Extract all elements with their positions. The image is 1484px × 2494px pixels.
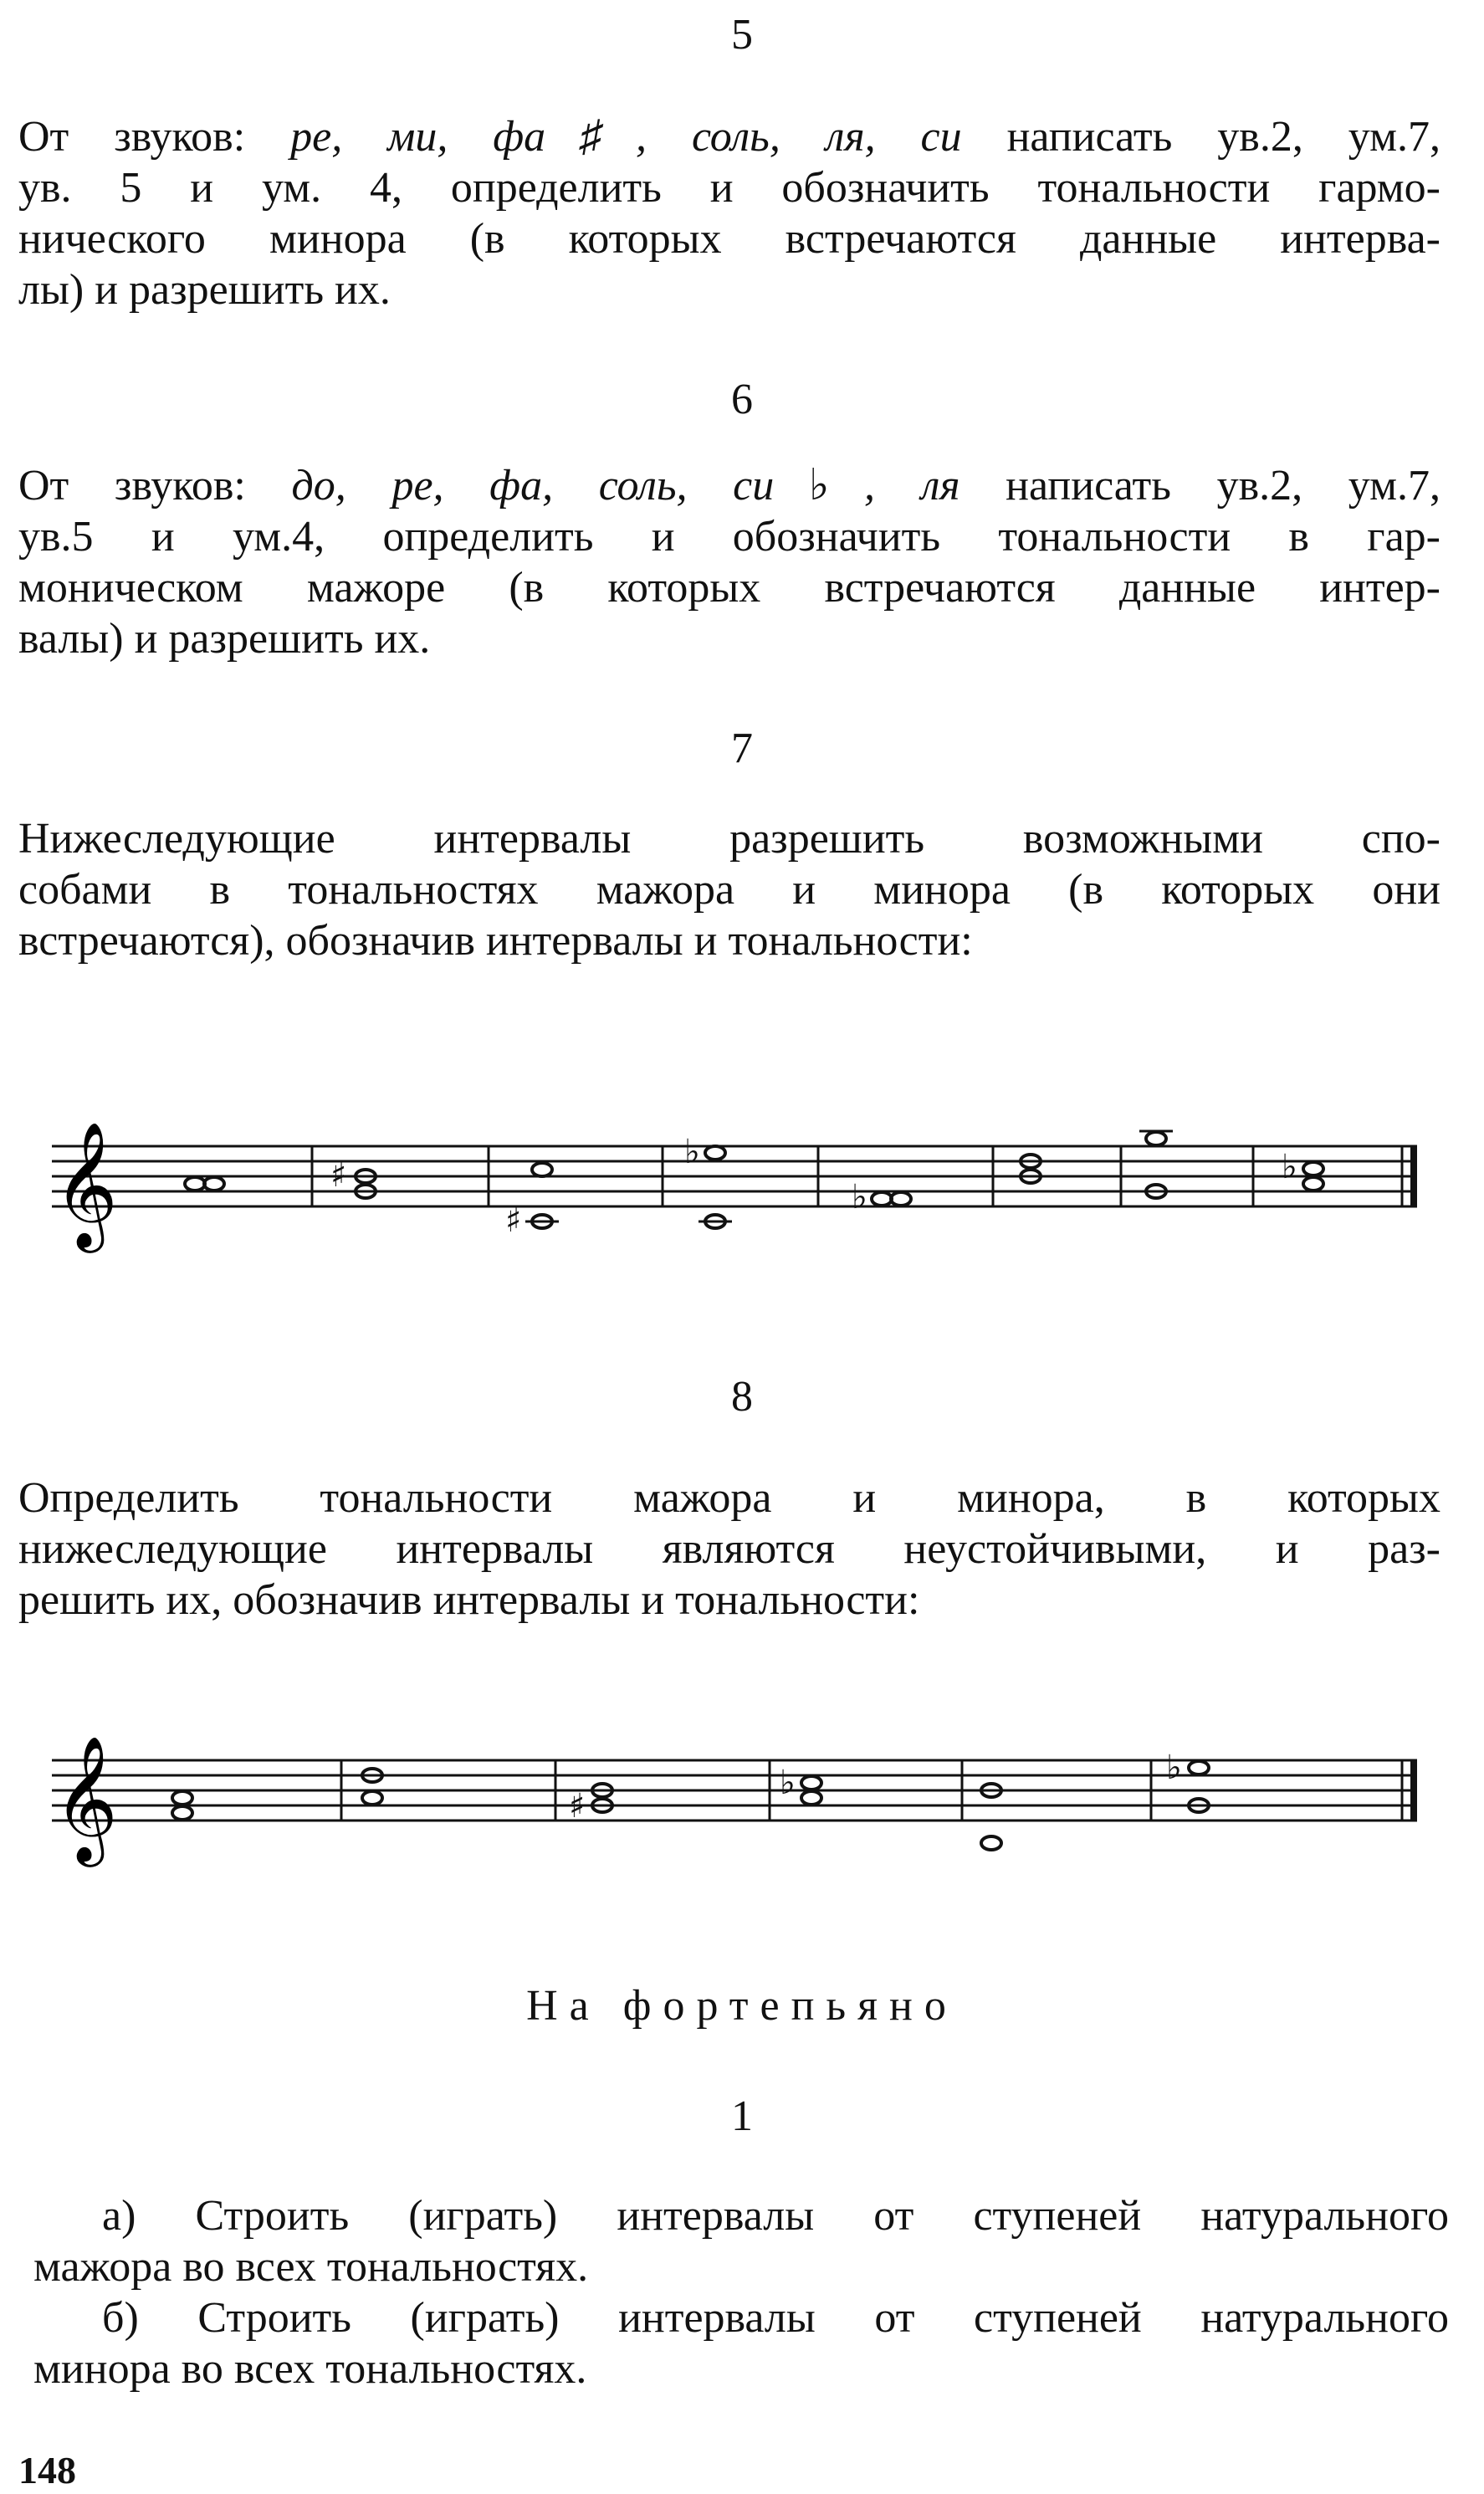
flat-icon: ♭ (684, 1133, 700, 1171)
text-line: Нижеследующие интервалы разрешить возможными спо- (18, 815, 1441, 863)
flat-icon: ♭ (780, 1764, 796, 1802)
final-barline (1410, 1146, 1417, 1206)
final-barline (1410, 1760, 1417, 1821)
text-line: лы) и разрешить их. (18, 266, 391, 314)
piano-heading: На фортепьяно (526, 1982, 958, 2030)
flat-icon: ♭ (1282, 1148, 1297, 1186)
page-number: 148 (18, 2449, 76, 2491)
section-8-text (18, 1472, 1441, 1626)
music-staff-2 (0, 1715, 1484, 1899)
sharp-icon: ♯ (569, 1787, 586, 1826)
text-line: минора во всех тональностях. (33, 2345, 587, 2393)
music-staff-1 (0, 1096, 1484, 1280)
text-line: встречаются), обозначив интервалы и тональности: (18, 917, 973, 965)
treble-clef-icon: 𝄞 (54, 1120, 118, 1247)
text-line: б) Строить (играть) интервалы от ступеней натурального (102, 2294, 1449, 2342)
piano-1-text (33, 2190, 1449, 2394)
text-line: собами в тональностях мажора и минора (в которых они (18, 866, 1441, 914)
text-line: От звуков: до, ре, фа, соль, си♭, ля написать ув.2, ум.7, (18, 462, 1441, 510)
text-line: валы) и разрешить их. (18, 615, 431, 663)
text-line: нического минора (в которых встречаются данные интерва- (18, 215, 1441, 263)
text-line: Определить тональности мажора и минора, в которых (18, 1474, 1441, 1522)
piano-1-number: 1 (731, 2092, 753, 2140)
sharp-icon: ♯ (505, 1201, 522, 1240)
text-line: мажора во всех тональностях. (33, 2243, 589, 2291)
sharp-icon: ♯ (330, 1156, 347, 1195)
text-line: ув.5 и ум.4, определить и обозначить тональности в гар- (18, 513, 1441, 561)
text-line: нижеследующие интервалы являются неустойчивыми, и раз- (18, 1525, 1441, 1573)
section-7-number: 7 (731, 725, 753, 772)
section-7-text (18, 813, 1441, 966)
text-line: От звуков: ре, ми, фа♯, соль, ля, си написать ув.2, ум.7, (18, 113, 1441, 161)
section-5-number: 5 (731, 11, 753, 59)
section-6-text (18, 460, 1441, 664)
text-line: моническом мажоре (в которых встречаются данные интер- (18, 564, 1441, 612)
section-5-text (18, 111, 1441, 315)
text-line: а) Строить (играть) интервалы от ступеней натурального (102, 2192, 1449, 2240)
section-6-number: 6 (731, 376, 753, 423)
flat-icon: ♭ (1166, 1749, 1182, 1787)
text-line: ув. 5 и ум. 4, определить и обозначить тональности гармо- (18, 164, 1441, 212)
section-8-number: 8 (731, 1373, 753, 1421)
text-line: решить их, обозначив интервалы и тональности: (18, 1576, 920, 1624)
treble-clef-icon: 𝄞 (54, 1734, 118, 1862)
flat-icon: ♭ (852, 1178, 867, 1216)
